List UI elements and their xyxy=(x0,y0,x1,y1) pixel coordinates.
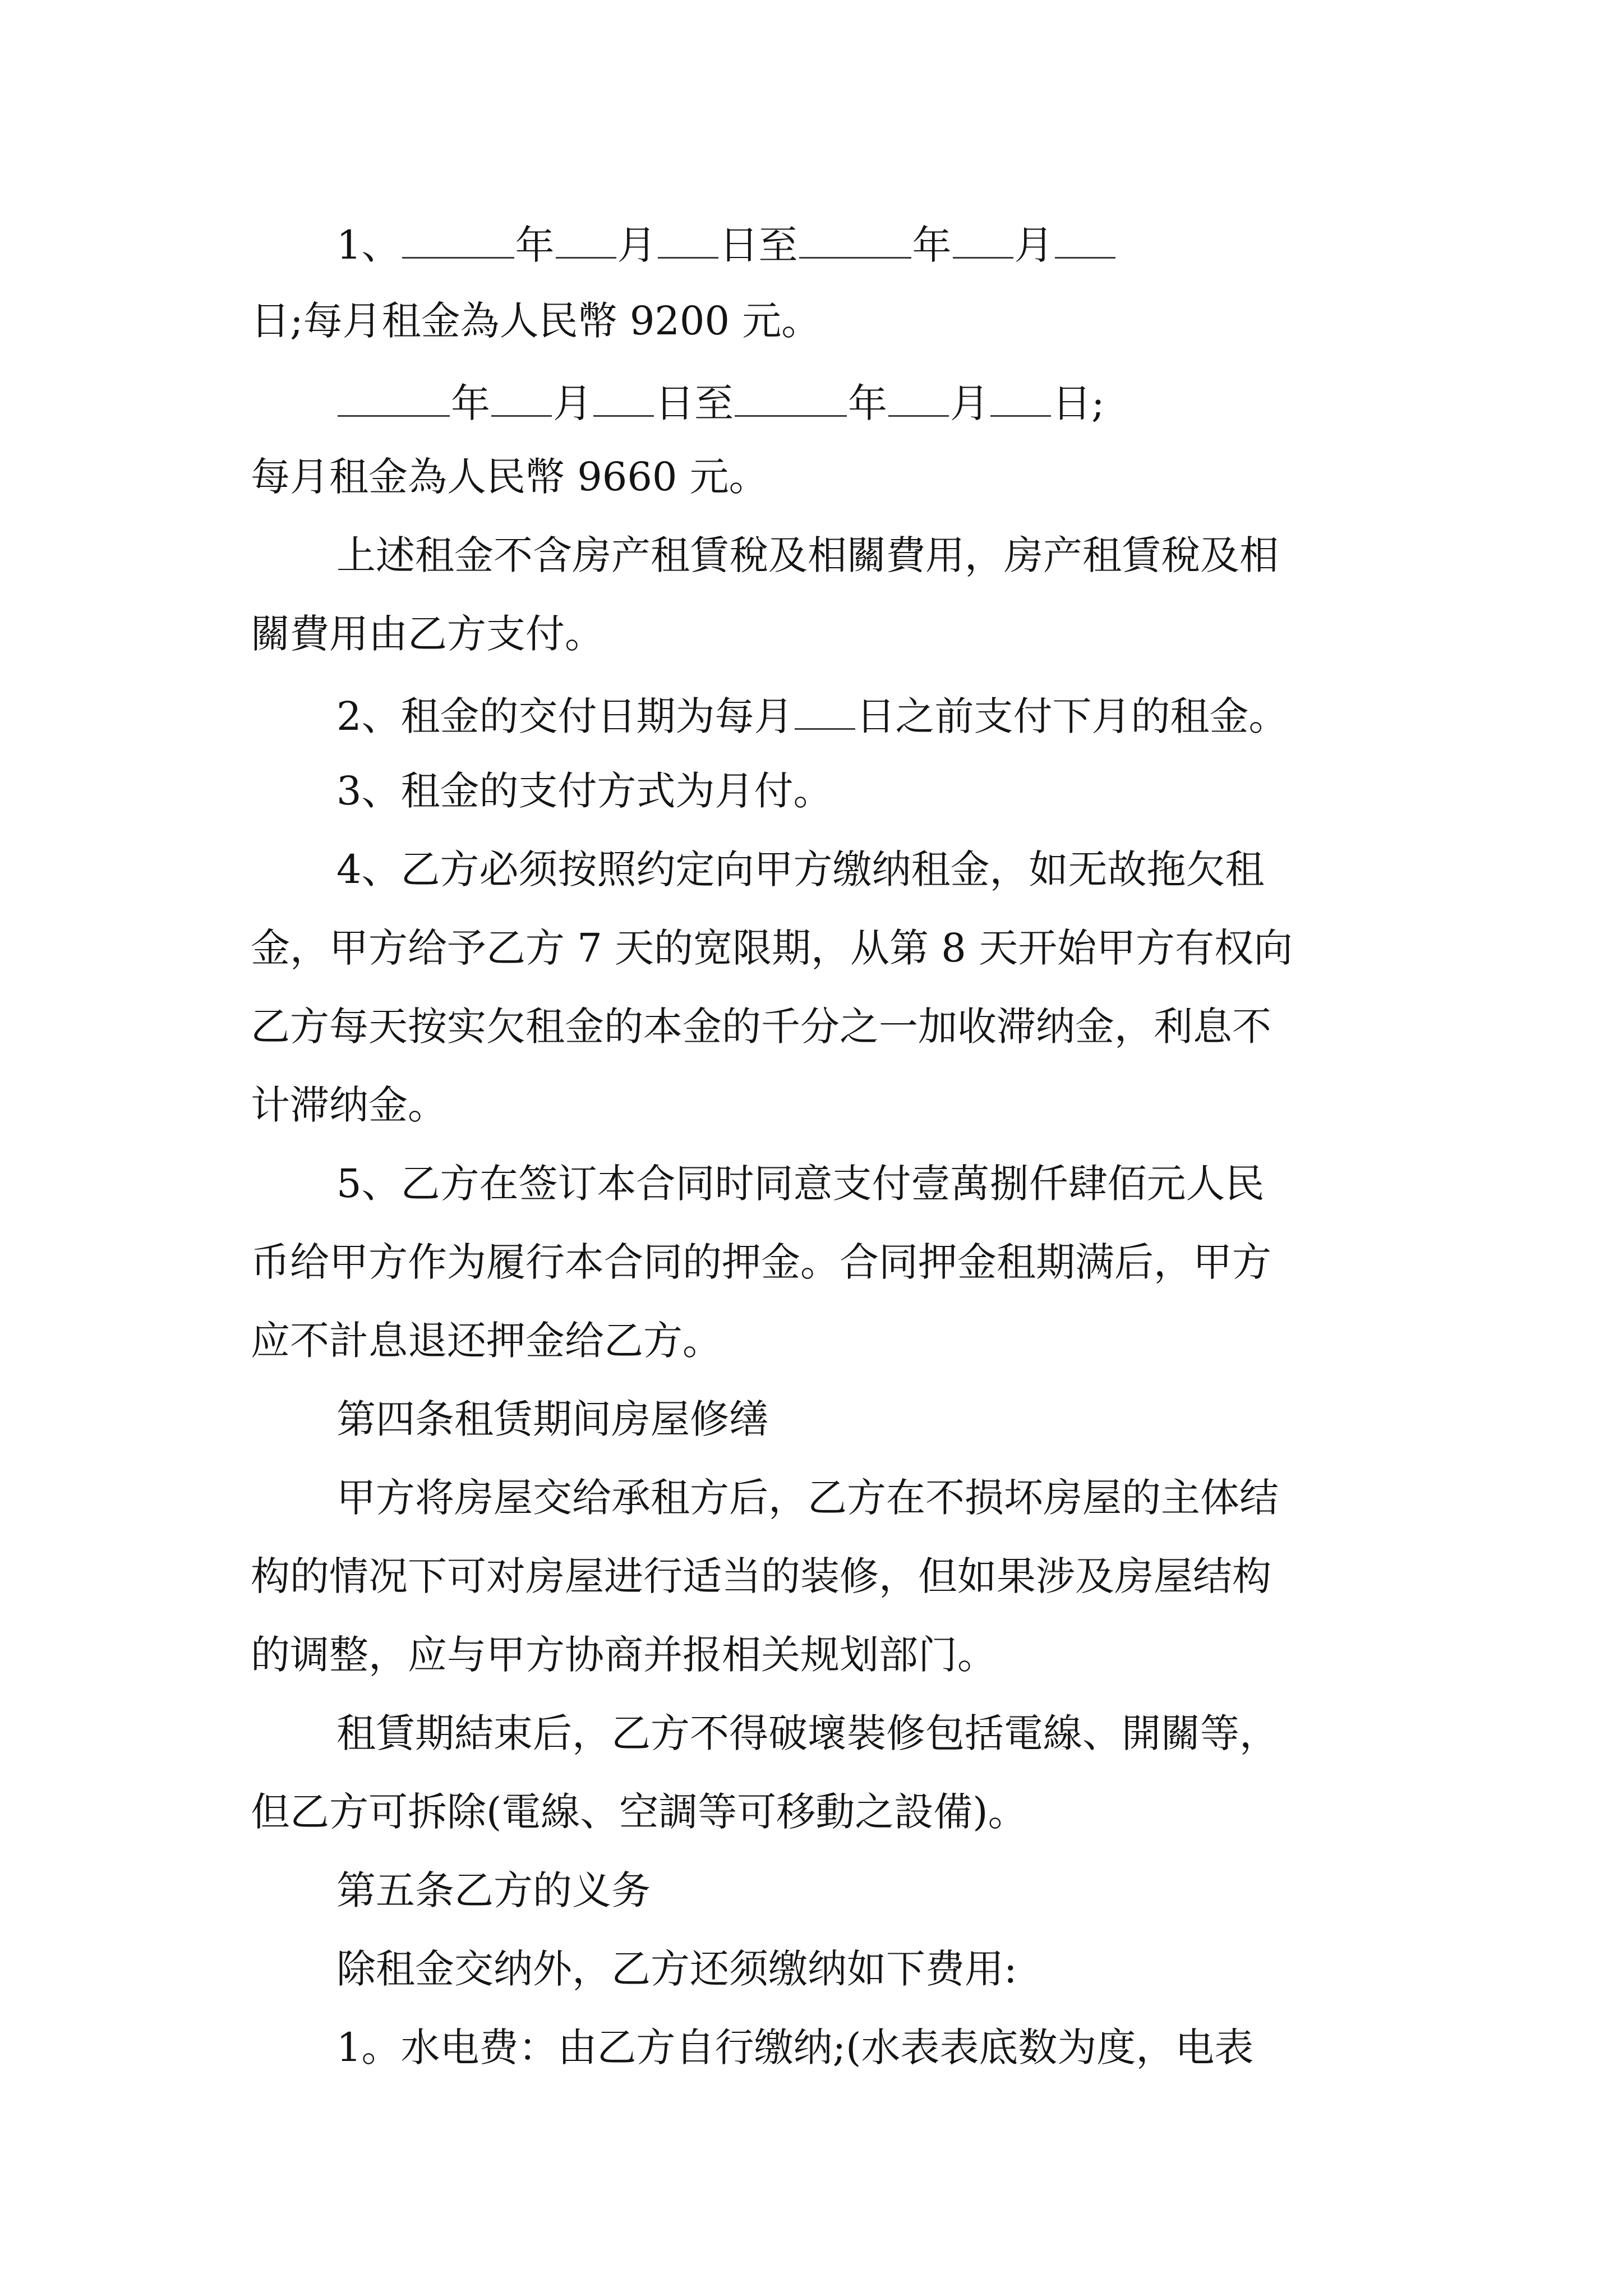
text-line xyxy=(251,1553,1271,1599)
year-label: 年 xyxy=(451,380,490,426)
paragraph-text: 计滞纳金。 xyxy=(251,1082,447,1128)
text-line xyxy=(336,1710,1279,1756)
section-heading-article-4: 第四条租赁期间房屋修缮 xyxy=(336,1396,768,1442)
month-label: 月 xyxy=(950,380,989,426)
paragraph-text: 關費用由乙方支付。 xyxy=(251,611,604,657)
text-line xyxy=(336,2024,1254,2070)
day-label: 日; xyxy=(1052,380,1105,426)
paragraph-text: 应不計息退还押金给乙方。 xyxy=(251,1318,722,1364)
text-line xyxy=(251,1789,1027,1835)
paragraph-text: 1。水电费：由乙方自行缴纳;(水表表底数为度，电表 xyxy=(336,2024,1254,2070)
text-line xyxy=(336,222,1117,268)
rent-9200-line: 日;每月租金為人民幣 9200 元。 xyxy=(251,298,821,344)
paragraph-text: 除租金交纳外，乙方还须缴纳如下费用: xyxy=(336,1946,1017,1992)
blank-field[interactable] xyxy=(338,380,450,417)
section-heading-article-5: 第五条乙方的义务 xyxy=(336,1867,651,1913)
blank-field[interactable] xyxy=(799,222,911,259)
clause-4-text: 4、乙方必须按照约定向甲方缴纳租金，如无故拖欠租 xyxy=(336,846,1265,892)
text-line xyxy=(251,925,1293,971)
text-line xyxy=(336,1475,1279,1521)
text-line xyxy=(336,1946,1017,1992)
paragraph-text: 上述租金不含房产租賃稅及相關費用，房产租賃稅及相 xyxy=(336,532,1279,578)
paragraph-text: 乙方每天按实欠租金的本金的千分之一加收滞纳金，利息不 xyxy=(251,1004,1271,1050)
paragraph-text: 租賃期結束后，乙方不得破壞裝修包括電線、開關等， xyxy=(336,1710,1279,1756)
text-line xyxy=(251,1082,447,1128)
clause-5-text: 5、乙方在签订本合同时同意支付壹萬捌仟肆佰元人民 xyxy=(336,1161,1265,1207)
blank-field[interactable] xyxy=(658,222,718,259)
text-line xyxy=(251,1318,722,1364)
text-line xyxy=(336,846,1265,892)
paragraph-text: 甲方将房屋交给承租方后，乙方在不损坏房屋的主体结 xyxy=(336,1475,1279,1521)
text-line xyxy=(336,1161,1265,1207)
blank-field[interactable] xyxy=(888,380,949,417)
text-line xyxy=(251,1239,1271,1285)
year-label: 年 xyxy=(912,222,952,268)
blank-field[interactable] xyxy=(735,380,847,417)
paragraph-text: 构的情况下可对房屋进行适当的装修，但如果涉及房屋结构 xyxy=(251,1553,1271,1599)
blank-field[interactable] xyxy=(1055,222,1115,259)
blank-field[interactable] xyxy=(953,222,1013,259)
paragraph-text: 的调整，应与甲方协商并报相关规划部门。 xyxy=(251,1632,997,1678)
text-line xyxy=(336,1867,651,1913)
text-line xyxy=(251,454,768,500)
blank-field[interactable] xyxy=(795,693,855,730)
clause-1-label: 1、 xyxy=(336,222,401,268)
day-to-label: 日至 xyxy=(655,380,734,426)
year-label: 年 xyxy=(848,380,887,426)
text-line xyxy=(251,611,604,657)
text-line xyxy=(251,298,821,344)
text-line xyxy=(336,380,1105,426)
day-to-label: 日至 xyxy=(719,222,798,268)
clause-2-text-end: 日之前支付下月的租金。 xyxy=(856,693,1288,739)
rent-9660-line: 每月租金為人民幣 9660 元。 xyxy=(251,454,768,500)
clause-3-text: 3、租金的支付方式为月付。 xyxy=(336,768,833,814)
month-label: 月 xyxy=(1014,222,1054,268)
blank-field[interactable] xyxy=(556,222,616,259)
text-line xyxy=(336,1396,768,1442)
text-line xyxy=(336,532,1279,578)
paragraph-text: 金，甲方给予乙方 7 天的宽限期，从第 8 天开始甲方有权向 xyxy=(251,925,1293,971)
month-label: 月 xyxy=(617,222,657,268)
year-label: 年 xyxy=(515,222,555,268)
text-line xyxy=(251,1632,997,1678)
blank-field[interactable] xyxy=(491,380,552,417)
month-label: 月 xyxy=(553,380,592,426)
text-line xyxy=(336,768,833,814)
blank-field[interactable] xyxy=(593,380,654,417)
blank-field[interactable] xyxy=(402,222,514,259)
paragraph-text: 币给甲方作为履行本合同的押金。合同押金租期满后，甲方 xyxy=(251,1239,1271,1285)
clause-2-text: 2、租金的交付日期为每月 xyxy=(336,693,794,739)
blank-field[interactable] xyxy=(990,380,1051,417)
text-line xyxy=(336,693,1288,739)
paragraph-text: 但乙方可拆除(電線、空調等可移動之設備)。 xyxy=(251,1789,1027,1835)
text-line xyxy=(251,1004,1271,1050)
